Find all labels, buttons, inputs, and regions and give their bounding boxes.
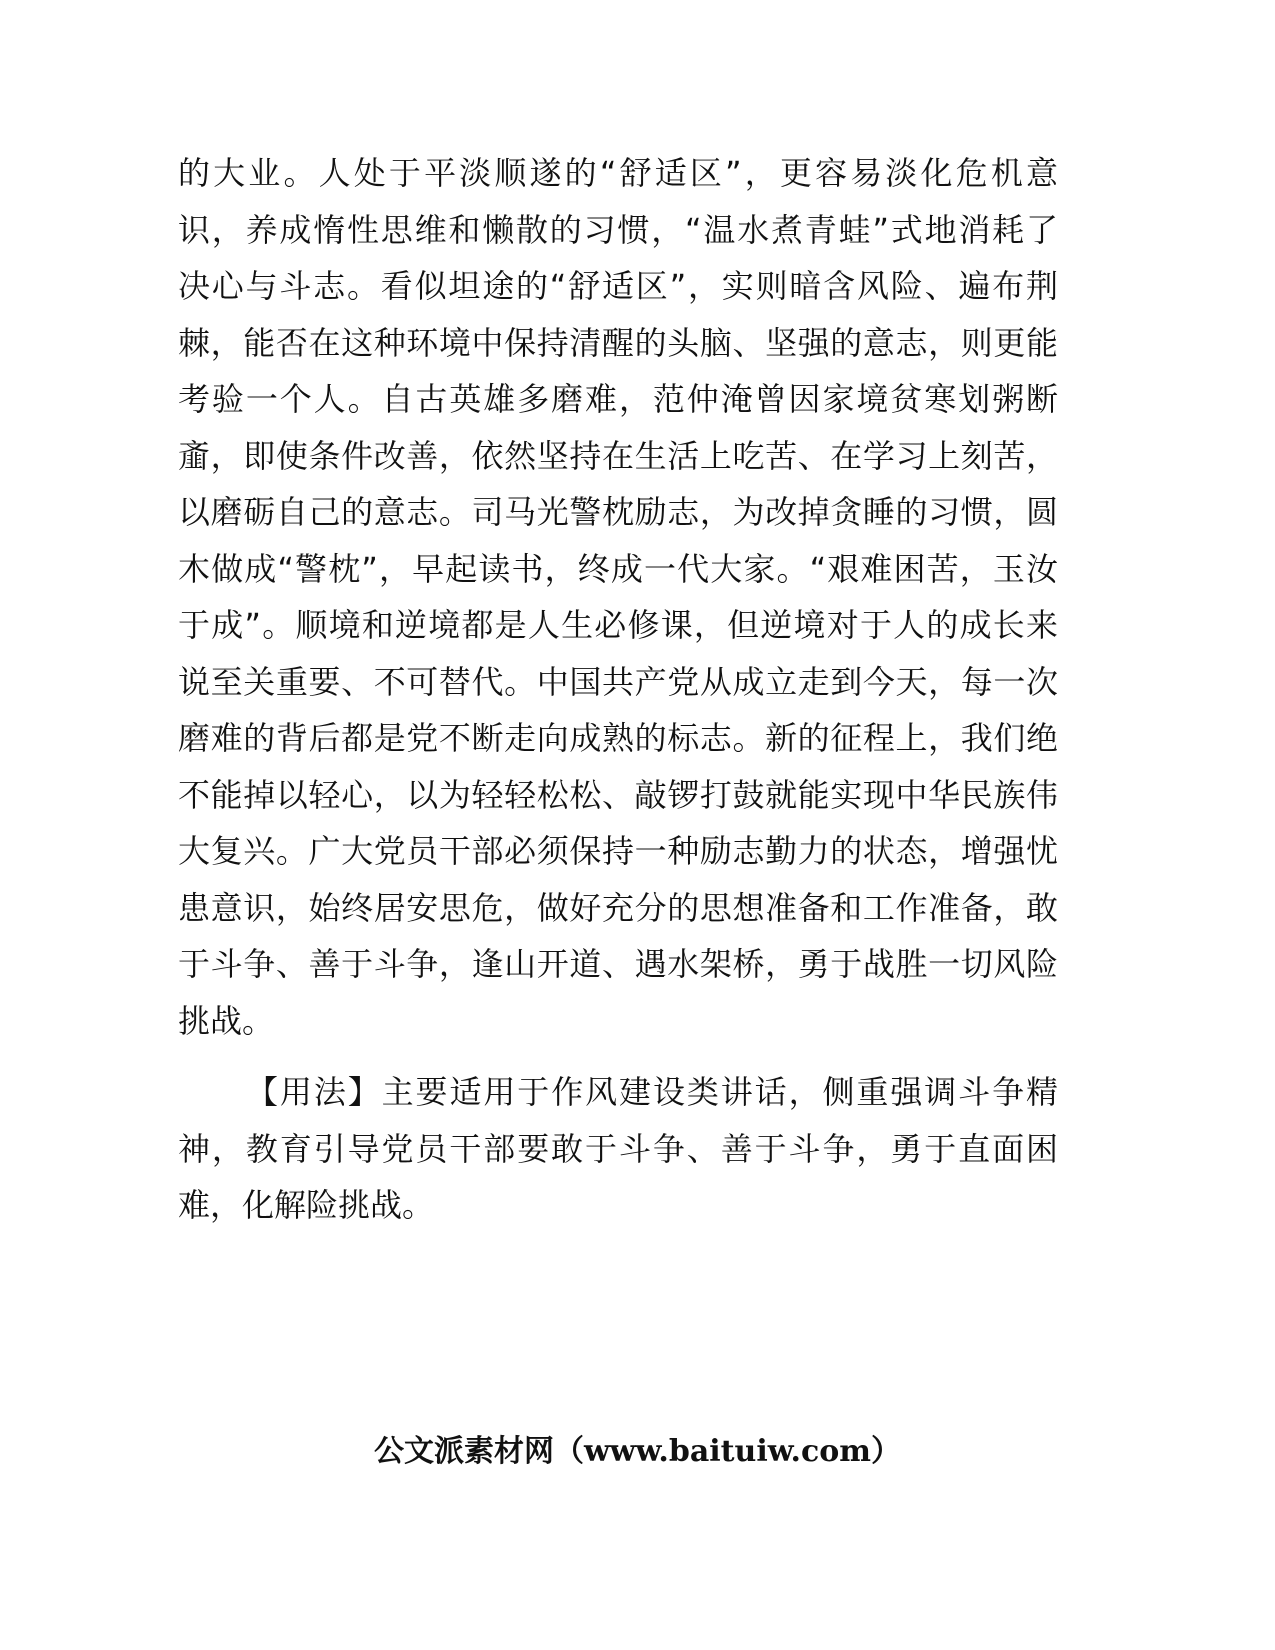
paragraph-spacer xyxy=(178,1049,1058,1064)
paragraph-line: 磨难的背后都是党不断走向成熟的标志。新的征程上，我们绝 xyxy=(178,719,1058,757)
paragraph-line: 决心与斗志。看似坦途的“舒适区”，实则暗含风险、遍布荆 xyxy=(178,267,1058,305)
paragraph-2-usage xyxy=(178,1064,1058,1234)
paragraph-line: 以磨砺自己的意志。司马光警枕励志，为改掉贪睡的习惯，圆 xyxy=(178,493,1058,531)
document-body xyxy=(178,145,1058,1234)
paragraph-line: 患意识，始终居安思危，做好充分的思想准备和工作准备，敢 xyxy=(178,888,1058,927)
paragraph-line: 【用法】主要适用于作风建设类讲话，侧重强调斗争精 xyxy=(246,1073,1058,1111)
paragraph-line: 识，养成惰性思维和懒散的习惯，“温水煮青蛙”式地消耗了 xyxy=(178,210,1058,249)
paragraph-line: 齑，即使条件改善，依然坚持在生活上吃苦、在学习上刻苦， xyxy=(178,436,1058,475)
paragraph-line: 于斗争、善于斗争，逢山开道、遇水架桥，勇于战胜一切风险 xyxy=(178,945,1058,983)
paragraph-line: 不能掉以轻心，以为轻轻松松、敲锣打鼓就能实现中华民族伟 xyxy=(178,775,1058,814)
paragraph-line: 挑战。 xyxy=(178,1001,275,1040)
paragraph-line: 大复兴。广大党员干部必须保持一种励志勤力的状态，增强忧 xyxy=(178,832,1058,870)
paragraph-line: 棘，能否在这种环境中保持清醒的头脑、坚强的意志，则更能 xyxy=(178,323,1058,362)
paragraph-line: 神，教育引导党员干部要敢于斗争、善于斗争，勇于直面困 xyxy=(178,1129,1058,1168)
paragraph-line: 的大业。人处于平淡顺遂的“舒适区”，更容易淡化危机意 xyxy=(178,154,1058,192)
paragraph-line: 木做成“警枕”，早起读书，终成一代大家。“艰难困苦，玉汝 xyxy=(178,549,1058,588)
paragraph-line: 考验一个人。自古英雄多磨难，范仲淹曾因家境贫寒划粥断 xyxy=(178,380,1058,418)
paragraph-line: 难，化解险挑战。 xyxy=(178,1186,435,1224)
footer-watermark: 公文派素材网（www.baituiw.com） xyxy=(373,1434,902,1469)
paragraph-1 xyxy=(178,145,1058,1049)
paragraph-line: 说至关重要、不可替代。中国共产党从成立走到今天，每一次 xyxy=(178,662,1058,701)
paragraph-line: 于成”。顺境和逆境都是人生必修课，但逆境对于人的成长来 xyxy=(178,606,1058,644)
